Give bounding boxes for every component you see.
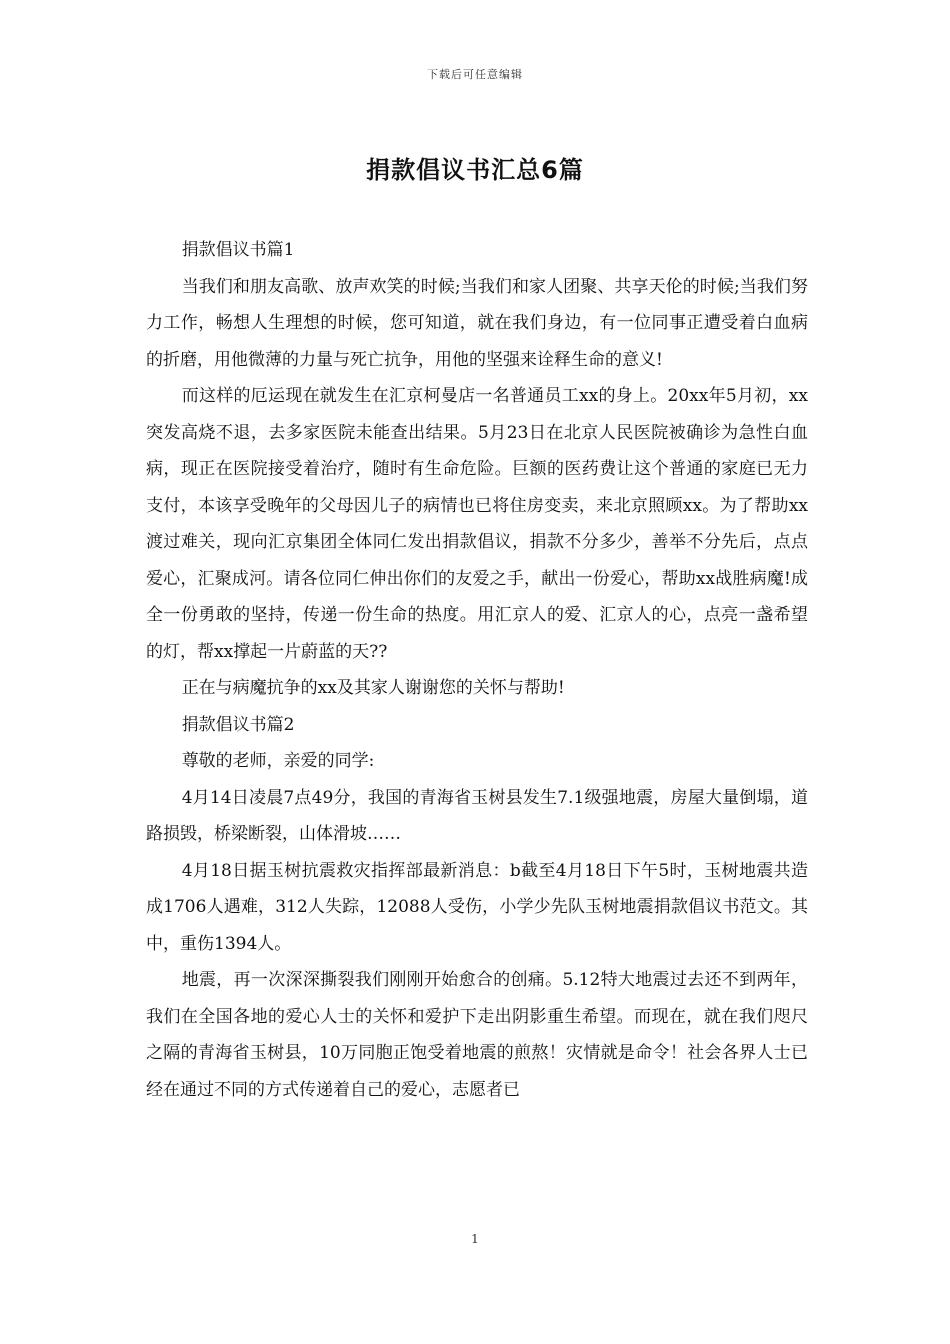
section-heading-2: 捐款倡议书篇2 [181,714,295,735]
salutation: 尊敬的老师，亲爱的同学: [181,751,375,771]
section-heading-1: 捐款倡议书篇1 [181,240,295,260]
page-number: 1 [471,1232,479,1246]
paragraph: 4月18日据玉树抗震救灾指挥部最新消息：b截至4月18日下午5时，玉树地震共造成1706人遇难，312人失踪，12088人受伤，小学少先队玉树地震捐款倡议书范文。其中，重伤1394人。 [146,860,808,954]
document-title: 捐款倡议书汇总6篇 [366,156,584,184]
paragraph: 地震，再一次深深撕裂我们刚刚开始愈合的创痛。5.12特大地震过去还不到两年，我们在全国各地的爱心人士的关怀和爱护下走出阴影重生希望。而现在，就在我们咫尺之隔的青海省玉树县，10万同胞正饱受着地震的煎熬！灾情就是命令！社会各界人士已经在通过不同的方式传递着自己的爱心，志愿者已 [146,970,808,1100]
paragraph: 而这样的厄运现在就发生在汇京柯曼店一名普通员工xx的身上。20xx年5月初，xx突发高烧不退，去多家医院未能查出结果。5月23日在北京人民医院被确诊为急性白血病，现正在医院接受着治疗，随时有生命危险。巨额的医药费让这个普通的家庭已无力支付，本该享受晚年的父母因儿子的病情也已将住房变卖，来北京照顾xx。为了帮助xx渡过难关，现向汇京集团全体同仁发出捐款倡议，捐款不分多少，善举不分先后，点点爱心，汇聚成河。请各位同仁伸出你们的友爱之手，献出一份爱心，帮助xx战胜病魔!成全一份勇敢的坚持，传递一份生命的热度。用汇京人的爱、汇京人的心，点亮一盏希望的灯，帮xx撑起一片蔚蓝的天?? [146,386,808,662]
document-body [146,232,808,1108]
paragraph: 当我们和朋友高歌、放声欢笑的时候;当我们和家人团聚、共享天伦的时候;当我们努力工作，畅想人生理想的时候，您可知道，就在我们身边，有一位同事正遭受着白血病的折磨，用他微薄的力量与死亡抗争，用他的坚强来诠释生命的意义! [146,276,808,370]
paragraph: 4月14日凌晨7点49分，我国的青海省玉树县发生7.1级强地震，房屋大量倒塌，道路损毁，桥梁断裂，山体滑坡…… [146,787,808,844]
paragraph: 正在与病魔抗争的xx及其家人谢谢您的关怀与帮助! [181,678,565,698]
header-note: 下载后可任意编辑 [427,68,523,81]
